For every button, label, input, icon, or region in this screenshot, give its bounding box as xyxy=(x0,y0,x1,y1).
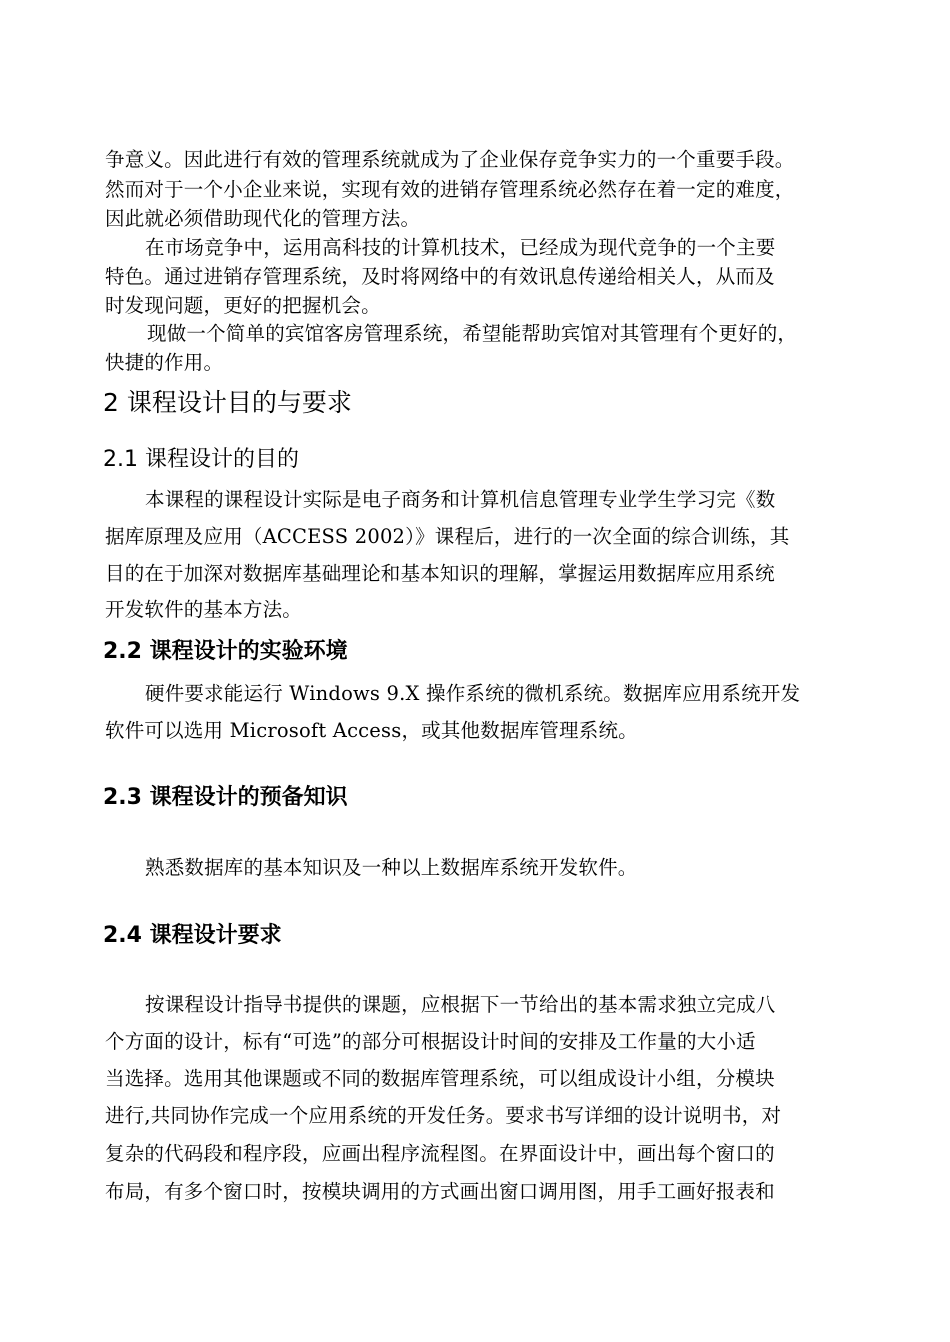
section-2-2-line-2: 软件可以选用 Microsoft Access，或其他数据库管理系统。 xyxy=(105,719,638,742)
section-2-4-line-4: 进行,共同协作完成一个应用系统的开发任务。要求书写详细的设计说明书，对 xyxy=(105,1104,782,1127)
intro-p3-line-2: 快捷的作用。 xyxy=(105,351,224,374)
section-2-1-line-3: 目的在于加深对数据库基础理论和基本知识的理解，掌握运用数据库应用系统 xyxy=(105,562,775,585)
intro-p1-line-2: 然而对于一个小企业来说，实现有效的进销存管理系统必然存在着一定的难度， xyxy=(105,178,795,201)
section-2-3-line-1: 熟悉数据库的基本知识及一种以上数据库系统开发软件。 xyxy=(145,856,638,879)
section-2-4-line-1: 按课程设计指导书提供的课题，应根据下一节给出的基本需求独立完成八 xyxy=(145,993,776,1016)
section-2-1-line-1: 本课程的课程设计实际是电子商务和计算机信息管理专业学生学习完《数 xyxy=(145,488,776,511)
section-2-4-line-6: 布局，有多个窗口时，按模块调用的方式画出窗口调用图，用手工画好报表和 xyxy=(105,1180,775,1203)
intro-p3-line-1: 现做一个简单的宾馆客房管理系统，希望能帮助宾馆对其管理有个更好的， xyxy=(147,322,798,345)
section-2-4-line-3: 当选择。选用其他课题或不同的数据库管理系统，可以组成设计小组，分模块 xyxy=(105,1067,775,1090)
section-2-1-line-2: 据库原理及应用（ACCESS 2002）》课程后，进行的一次全面的综合训练，其 xyxy=(105,525,790,548)
section-2-heading: 2 课程设计目的与要求 xyxy=(103,388,352,417)
section-2-3-heading: 2.3 课程设计的预备知识 xyxy=(103,785,348,810)
intro-p2-line-1: 在市场竞争中，运用高科技的计算机技术，已经成为现代竞争的一个主要 xyxy=(145,236,776,259)
intro-p1-line-3: 因此就必须借助现代化的管理方法。 xyxy=(105,207,421,230)
section-2-4-line-2: 个方面的设计，标有“可选”的部分可根据设计时间的安排及工作量的大小适 xyxy=(105,1030,756,1053)
section-2-4-line-5: 复杂的代码段和程序段，应画出程序流程图。在界面设计中，画出每个窗口的 xyxy=(105,1142,775,1165)
intro-p2-line-2: 特色。通过进销存管理系统，及时将网络中的有效讯息传递给相关人，从而及 xyxy=(105,265,775,288)
section-2-1-line-4: 开发软件的基本方法。 xyxy=(105,598,303,621)
section-2-2-heading: 2.2 课程设计的实验环境 xyxy=(103,639,348,664)
section-2-4-heading: 2.4 课程设计要求 xyxy=(103,923,282,948)
intro-p1-line-1: 争意义。因此进行有效的管理系统就成为了企业保存竞争实力的一个重要手段。 xyxy=(105,148,795,171)
section-2-2-line-1: 硬件要求能运行 Windows 9.X 操作系统的微机系统。数据库应用系统开发 xyxy=(145,682,801,705)
section-2-1-heading: 2.1 课程设计的目的 xyxy=(103,447,299,472)
intro-p2-line-3: 时发现问题，更好的把握机会。 xyxy=(105,294,381,317)
